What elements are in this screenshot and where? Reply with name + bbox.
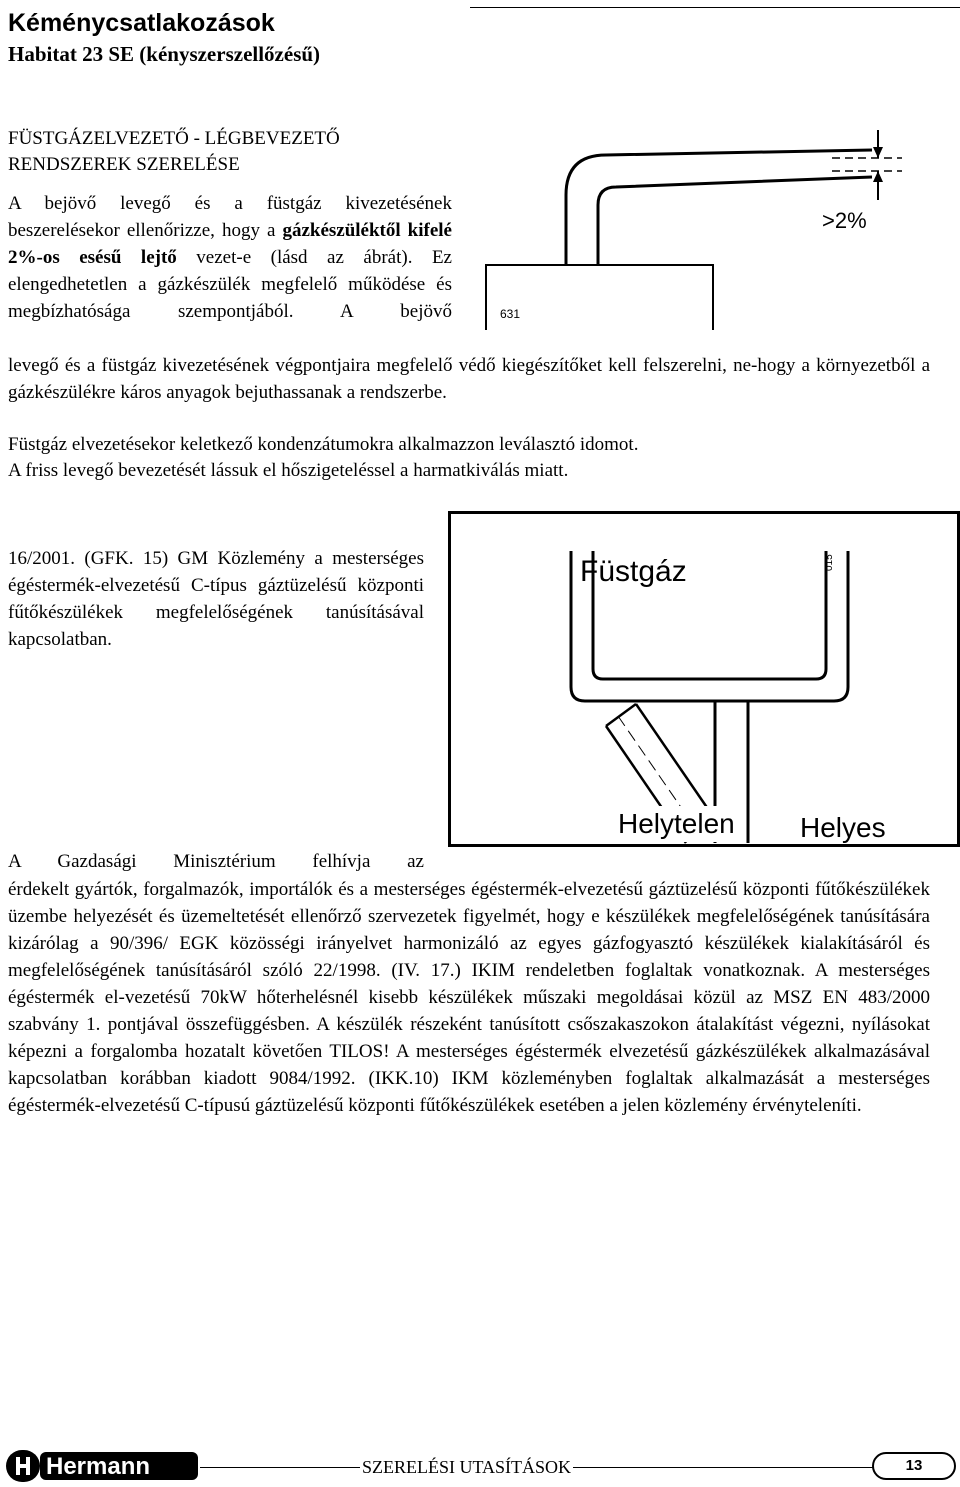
paragraph-ministry: érdekelt gyártók, forgalmazók, importálók és a mesterséges égéstermék-elvezetésű gáztüzelésű központi fűtőkészülékek üzembe helyezését és üzemeltetését ellenőrző szervezetek figyelmét, hogy e készülékek megfelelőségének tanúsítására kizárólag a 90/396/ EGK közösségi irányelvet harmonizáló az egyes gázfogyasztó készülékek kialakításáról és megfelelőségének tanúsításáról szóló 22/1998. (IV. 17.) IKIM rendeletben foglaltak vonatkoznak. A mesterséges égéstermék el-vezetésű 70kW hőterhelésnél kisebb készülékek műszaki megoldásai közül az MSZ EN 483/2000 szabvány 1. pontjával összefüggésben. A készülék részeként tanúsított csőszakaszokon átalakítást végezni, nyílásokat képezni a forgalomba hozatalt követően TILOS! A mesterséges égéstermék elvezetésű gázkészülékek alkalmazásával kapcsolatban korábban kiadott 9084/1992. (IKK.10) IKM közleményben foglaltak alkalmazását a mesterséges égéstermék-elvezetésű C-típusú gáztüzelésű központi fűtőkészülékek esetében a jelen közlemény érvényteleníti. xyxy=(8,879,930,1116)
flue-slope-diagram xyxy=(482,125,922,330)
logo-text: Hermann xyxy=(46,1453,151,1480)
page-number: 13 xyxy=(872,1452,956,1480)
paragraph-text: A bejövő levegő és a füstgáz kivezetésének beszerelésekor ellenőrizze, hogy a xyxy=(8,193,452,241)
paragraph-line: A friss levegő bevezetését lássuk el hőszigeteléssel a harmatkiválás miatt. xyxy=(8,460,569,481)
section-heading-line: RENDSZEREK SZERELÉSE xyxy=(8,154,240,175)
paragraph-line: Füstgáz elvezetésekor keletkező kondenzátumokra alkalmazzon leválasztó idomot. xyxy=(8,434,639,455)
header-rule xyxy=(470,7,960,8)
page-title: Kéménycsatlakozások xyxy=(8,9,275,37)
hermann-logo xyxy=(6,1448,201,1484)
page-subtitle: Habitat 23 SE (kényszerszellőzésű) xyxy=(8,42,321,66)
paragraph-slope xyxy=(8,190,452,325)
section-heading xyxy=(8,126,448,178)
paragraph-decree: 16/2001. (GFK. 15) GM Közlemény a mesterséges égéstermék-elvezetésű C-típus gáztüzelésű központi fűtőkészülékek megfelelőségének tanúsításával kapcsolatban. xyxy=(8,548,424,650)
figure-label-flue-gas: Füstgáz xyxy=(580,555,687,588)
flue-connection-diagram xyxy=(448,511,960,847)
paragraph-protection: levegő és a füstgáz kivezetésének végpontjaira megfelelő védő kiegészítőket kell felszerelni, ne-hogy a környezetből a gázkészülékre káros anyagok bejuthassanak a rendszerbe. xyxy=(8,355,930,403)
figure-code: 631 xyxy=(500,307,521,321)
paragraph-bold-text: gázkészüléktől kifelé 2%-os esésű lejtő xyxy=(8,220,452,268)
slope-dimension xyxy=(832,130,902,200)
paragraph-text: vezet-e (lásd az ábrát). Ez elengedhetetlen a gázkészülék megfelelő működése és megbízhatósága szempontjából. A bejövő xyxy=(8,247,452,322)
appliance-outline xyxy=(486,265,713,330)
paragraph-condensate xyxy=(8,432,908,484)
paragraph-ministry-intro: A Gazdasági Minisztérium felhívja az xyxy=(8,851,424,872)
figure-label-correct: Helyes xyxy=(800,812,886,843)
figure-label-incorrect: Helytelen xyxy=(618,808,735,839)
footer-manual-title: SZERELÉSI UTASÍTÁSOK xyxy=(362,1457,572,1477)
slope-label: >2% xyxy=(822,208,867,233)
figure-code: 015 xyxy=(824,554,835,571)
section-heading-line: FÜSTGÁZELVEZETŐ - LÉGBEVEZETŐ xyxy=(8,128,340,149)
